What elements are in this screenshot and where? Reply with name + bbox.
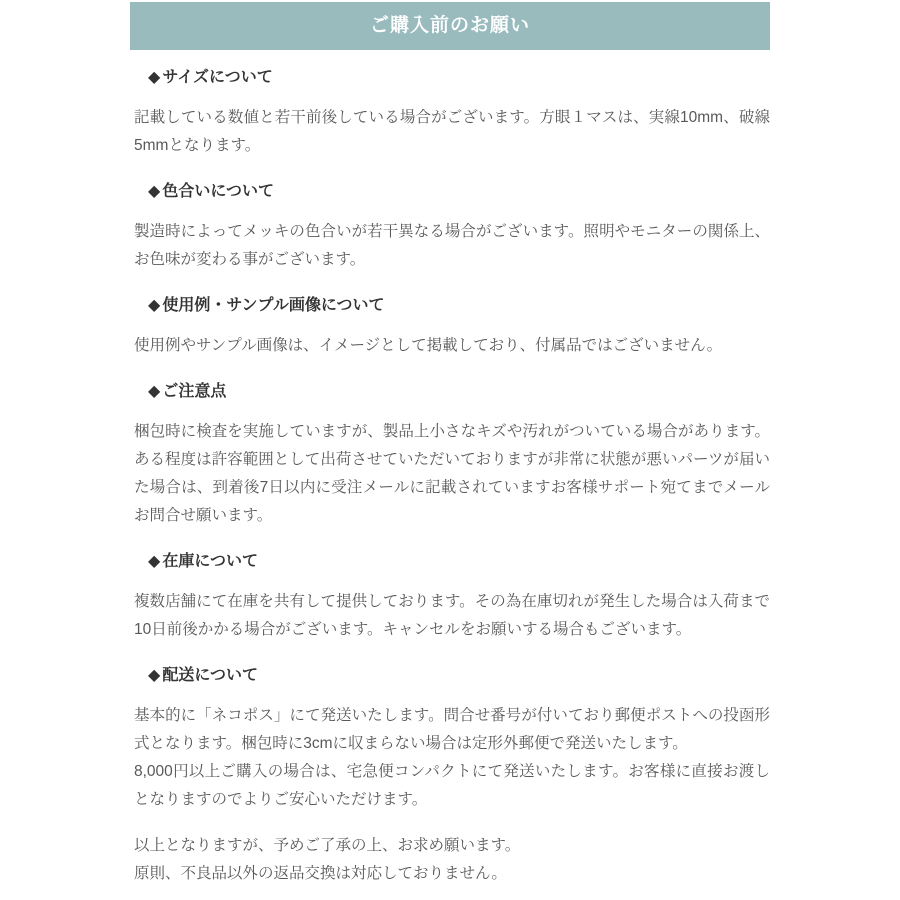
notice-page [130, 0, 770, 888]
section-heading-label: 使用例・サンプル画像について [162, 297, 385, 314]
section-body: 基本的に「ネコポス」にて発送いたします。問合せ番号が付いており郵便ポストへの投函形式となります。梱包時に3cmに収まらない場合は定形外郵便で発送いたします。 [134, 707, 770, 752]
notice-content [130, 50, 770, 888]
section-caution [130, 378, 770, 530]
closing-line-2: 原則、不良品以外の返品交換は対応しておりません。 [134, 865, 507, 882]
diamond-bullet-icon: ◆ [148, 297, 161, 314]
section-body-continued: 8,000円以上ご購入の場合は、宅急便コンパクトにて発送いたします。お客様に直接お渡しとなりますのでよりご安心いただけます。 [134, 763, 770, 808]
section-body: 複数店舗にて在庫を共有して提供しております。その為在庫切れが発生した場合は入荷まで10日前後かかる場合がございます。キャンセルをお願いする場合もございます。 [134, 593, 770, 638]
section-heading [130, 378, 770, 406]
page-title: ご購入前のお願い [369, 15, 530, 36]
section-sample-images [130, 292, 770, 360]
section-heading [130, 548, 770, 576]
diamond-bullet-icon: ◆ [148, 667, 161, 684]
section-heading [130, 64, 770, 92]
section-color [130, 178, 770, 274]
section-body: 製造時によってメッキの色合いが若干異なる場合がございます。照明やモニターの関係上、お色味が変わる事がございます。 [134, 223, 770, 268]
section-size [130, 64, 770, 160]
diamond-bullet-icon: ◆ [148, 69, 161, 86]
diamond-bullet-icon: ◆ [148, 553, 161, 570]
diamond-bullet-icon: ◆ [148, 183, 161, 200]
section-heading-label: 色合いについて [162, 183, 274, 200]
section-heading-label: サイズについて [162, 69, 273, 86]
section-heading [130, 178, 770, 206]
closing-line-1: 以上となりますが、予めご了承の上、お求め願います。 [134, 837, 521, 854]
section-shipping [130, 662, 770, 814]
section-body: 使用例やサンプル画像は、イメージとして掲載しており、付属品ではございません。 [134, 337, 723, 354]
closing-note [130, 832, 770, 888]
section-heading [130, 292, 770, 320]
section-heading-label: 在庫について [162, 553, 258, 570]
section-body: 記載している数値と若干前後している場合がございます。方眼１マスは、実線10mm、破線5mmとなります。 [134, 109, 770, 154]
section-stock [130, 548, 770, 644]
page-title-banner [130, 2, 770, 50]
section-heading-label: 配送について [162, 667, 258, 684]
section-heading-label: ご注意点 [162, 383, 227, 400]
diamond-bullet-icon: ◆ [148, 383, 161, 400]
section-body: 梱包時に検査を実施していますが、製品上小さなキズや汚れがついている場合があります。ある程度は許容範囲として出荷させていただいておりますが非常に状態が悪いパーツが届いた場合は、到着後7日以内に受注メールに記載されていますお客様サポート宛てまでメールお問合せ願います。 [134, 423, 770, 524]
section-heading [130, 662, 770, 690]
